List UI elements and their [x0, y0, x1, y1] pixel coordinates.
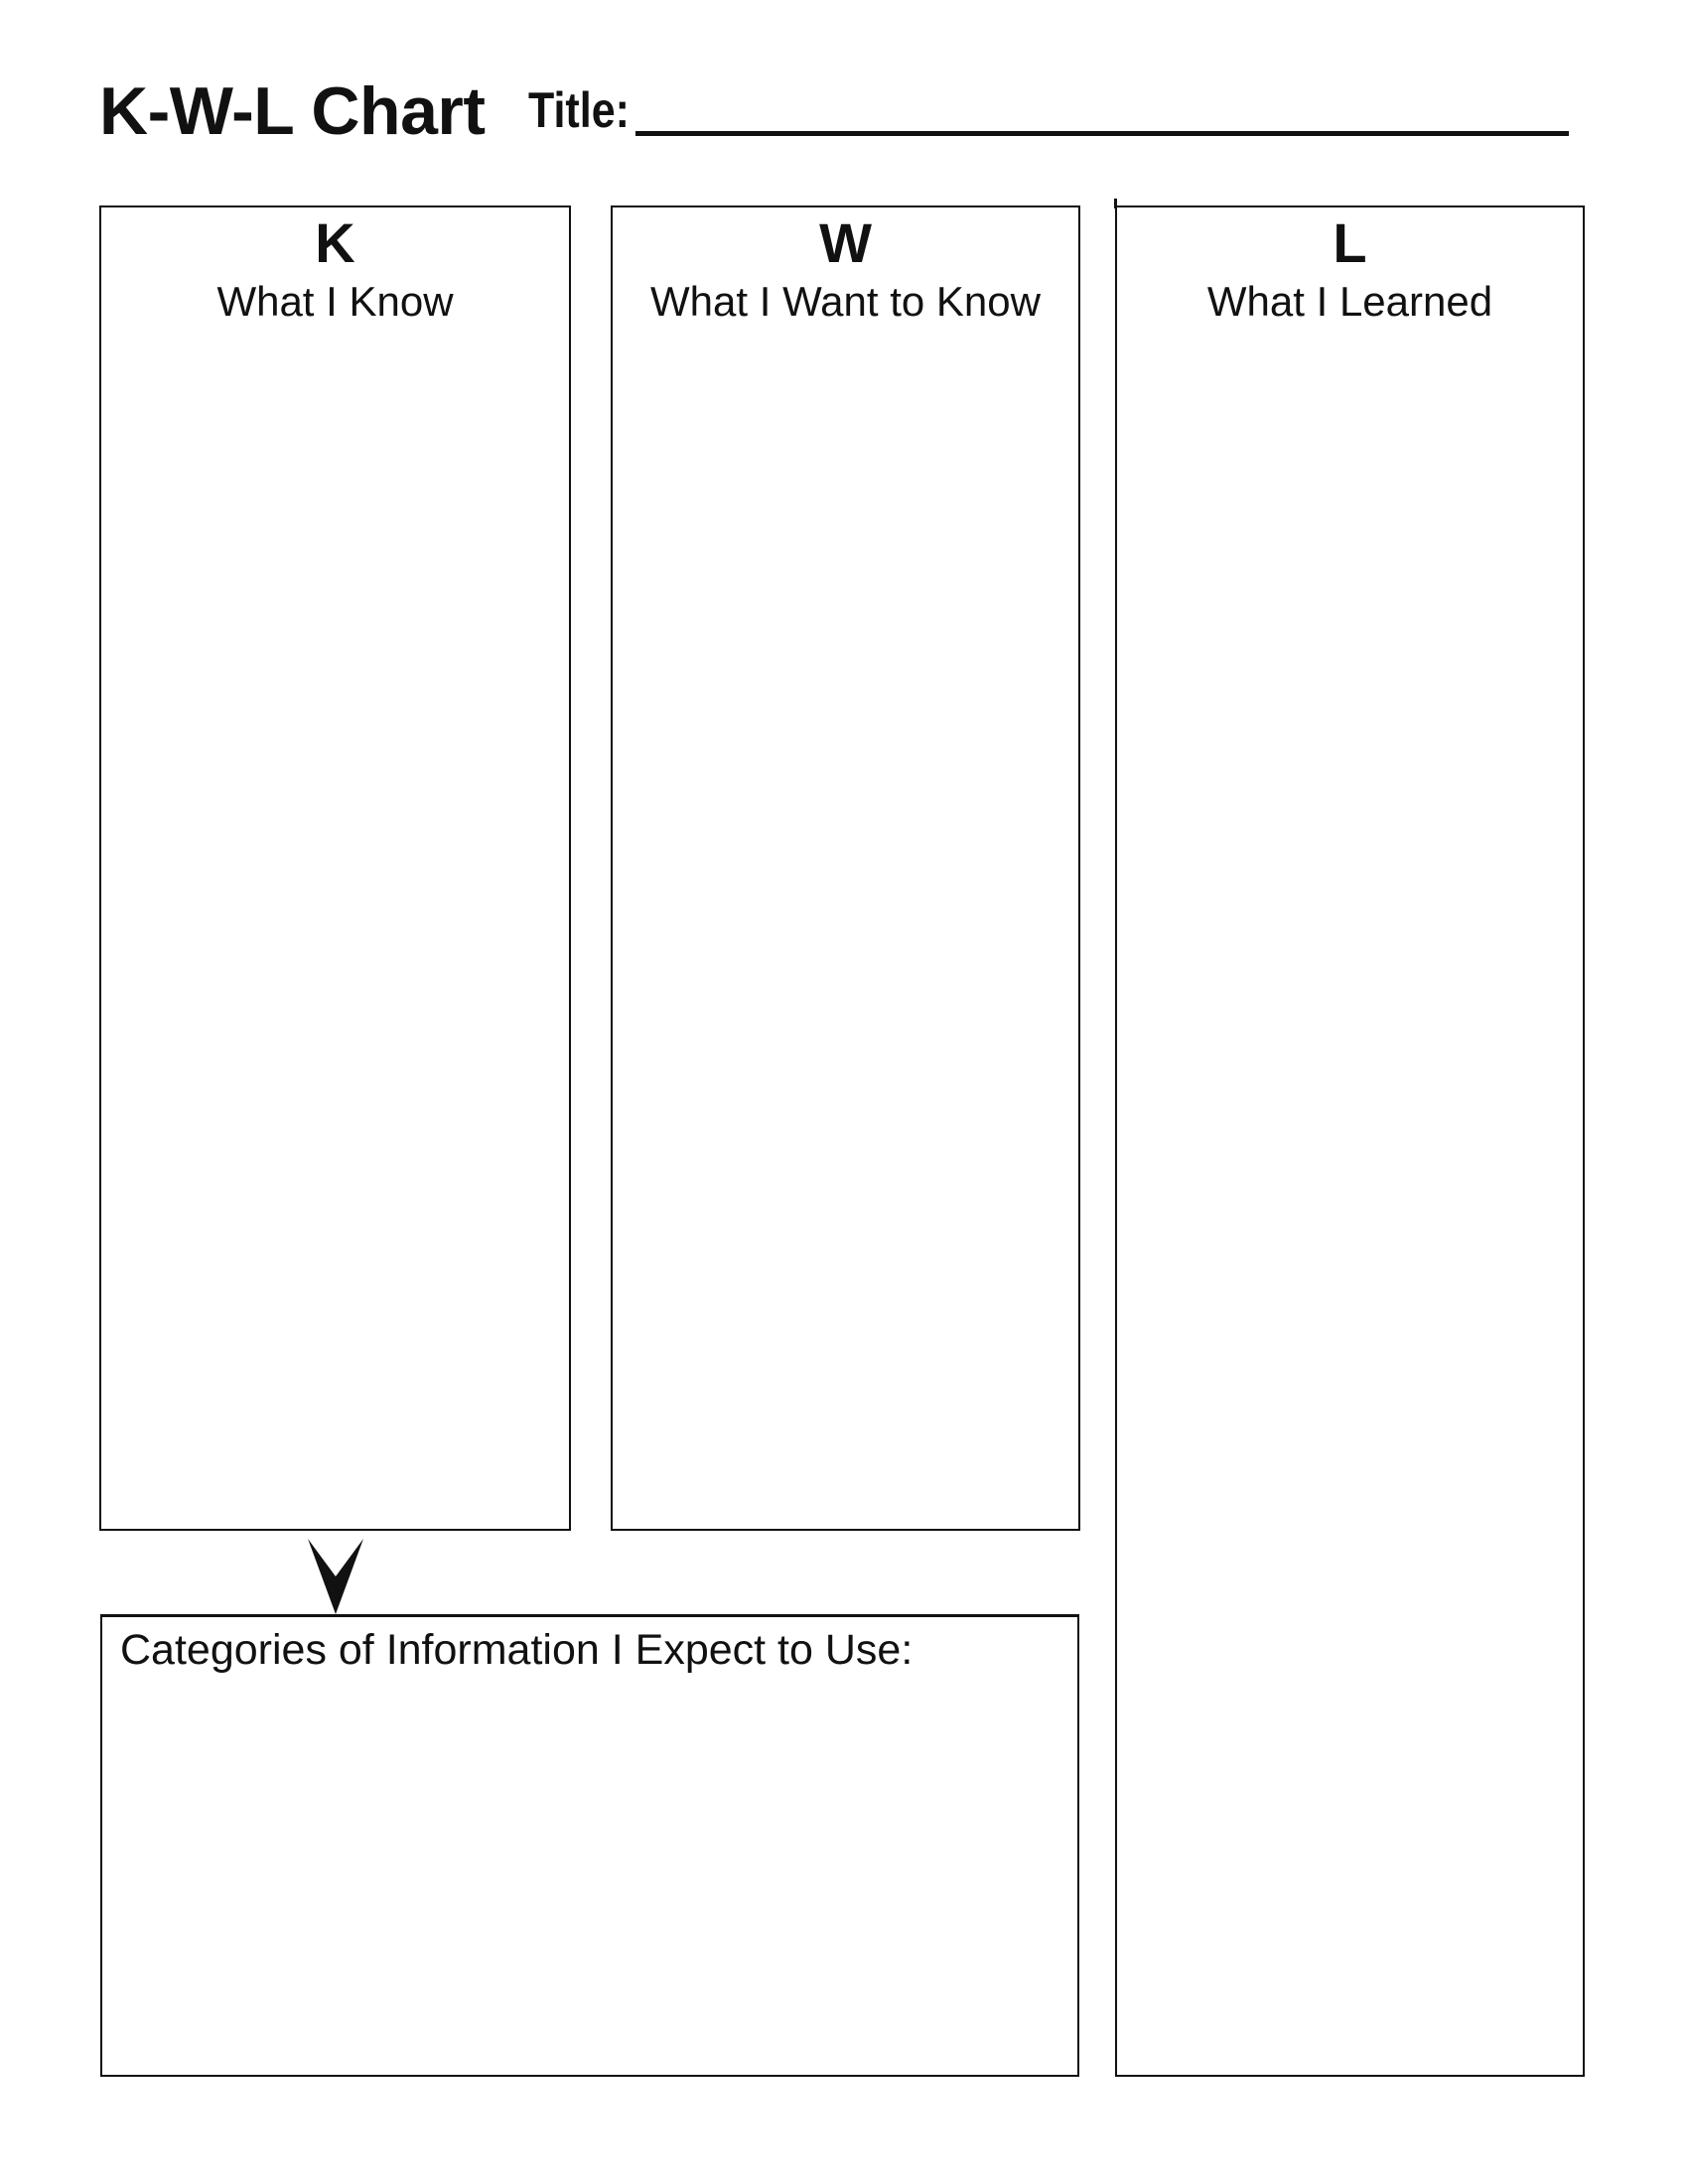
page-title: K-W-L Chart [99, 73, 486, 149]
know-column-header [101, 211, 569, 327]
categories-box-label: Categories of Information I Expect to Use: [120, 1626, 914, 1674]
categories-box[interactable] [100, 1614, 1079, 2077]
know-column[interactable] [99, 205, 571, 1531]
learned-column-subtitle: What I Learned [1206, 278, 1493, 325]
want-to-know-column-subtitle: What I Want to Know [650, 278, 1041, 325]
know-column-subtitle: What I Know [216, 278, 454, 325]
know-column-letter: K [315, 211, 355, 274]
learned-column-letter: L [1333, 211, 1367, 274]
learned-column[interactable] [1115, 205, 1585, 2077]
title-field-label: Title: [528, 82, 630, 138]
arrowhead-down-icon [306, 1537, 365, 1616]
want-to-know-column[interactable] [611, 205, 1080, 1531]
want-to-know-column-header [613, 211, 1078, 327]
title-field-line[interactable] [635, 131, 1569, 136]
want-to-know-column-letter: W [819, 211, 872, 274]
learned-column-header [1117, 211, 1583, 327]
